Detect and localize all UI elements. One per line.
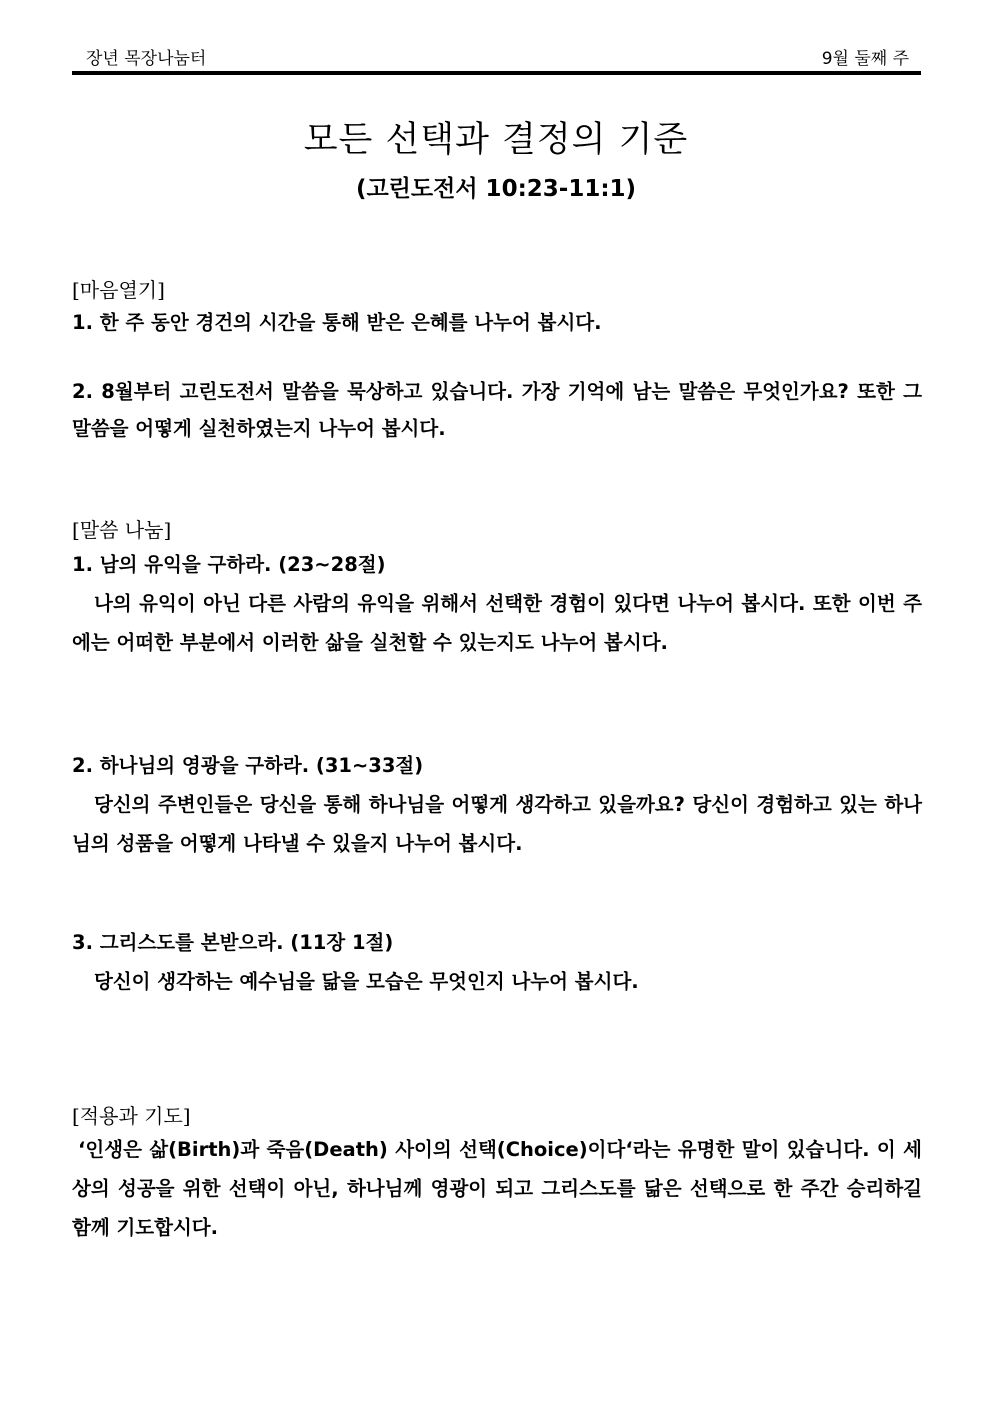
page-header [72,40,921,70]
sharing-heading-2: 2. 하나님의 영광을 구하라. (31~33절) [72,754,424,777]
header-right-text: 9월 둘째 주 [821,49,909,69]
sharing-heading-1: 1. 남의 유익을 구하라. (23~28절) [72,553,386,576]
section-label-opening: [마음열기] [72,278,165,302]
header-divider [72,71,921,75]
section-label-sharing: [말씀 나눔] [72,518,172,542]
opening-question-2: 2. 8월부터 고린도전서 말씀을 묵상하고 있습니다. 가장 기억에 남는 말씀은 무엇인가요? 또한 그 말씀을 어떻게 실천하였는지 나누어 봅시다. [72,380,922,440]
sharing-body-1: 나의 유익이 아닌 다른 사람의 유익을 위해서 선택한 경험이 있다면 나누어 봅시다. 또한 이번 주에는 어떠한 부분에서 이러한 삶을 실천할 수 있는지도 나누어 봅시다. [72,592,922,654]
sharing-body-2: 당신의 주변인들은 당신을 통해 하나님을 어떻게 생각하고 있을까요? 당신이 경험하고 있는 하나님의 성품을 어떻게 나타낼 수 있을지 나누어 봅시다. [72,793,922,855]
scripture-reference: (고린도전서 10:23-11:1) [355,176,637,202]
sharing-body-3: 당신이 생각하는 예수님을 닮을 모습은 무엇인지 나누어 봅시다. [94,970,639,993]
opening-question-1: 1. 한 주 동안 경건의 시간을 통해 받은 은혜를 나누어 봅시다. [72,311,602,334]
page-title: 모든 선택과 결정의 기준 [303,120,689,160]
application-body: ‘인생은 삶(Birth)과 죽음(Death) 사이의 선택(Choice)이다‘라는 유명한 말이 있습니다. 이 세상의 성공을 위한 선택이 아닌, 하나님께 영광이 되고 그리스도를 닮은 선택으로 한 주간 승리하길 함께 기도합시다. [72,1138,922,1239]
sharing-heading-3: 3. 그리스도를 본받으라. (11장 1절) [72,931,394,954]
header-left-text: 장년 목장나눔터 [86,49,207,69]
section-label-application: [적용과 기도] [72,1104,191,1128]
